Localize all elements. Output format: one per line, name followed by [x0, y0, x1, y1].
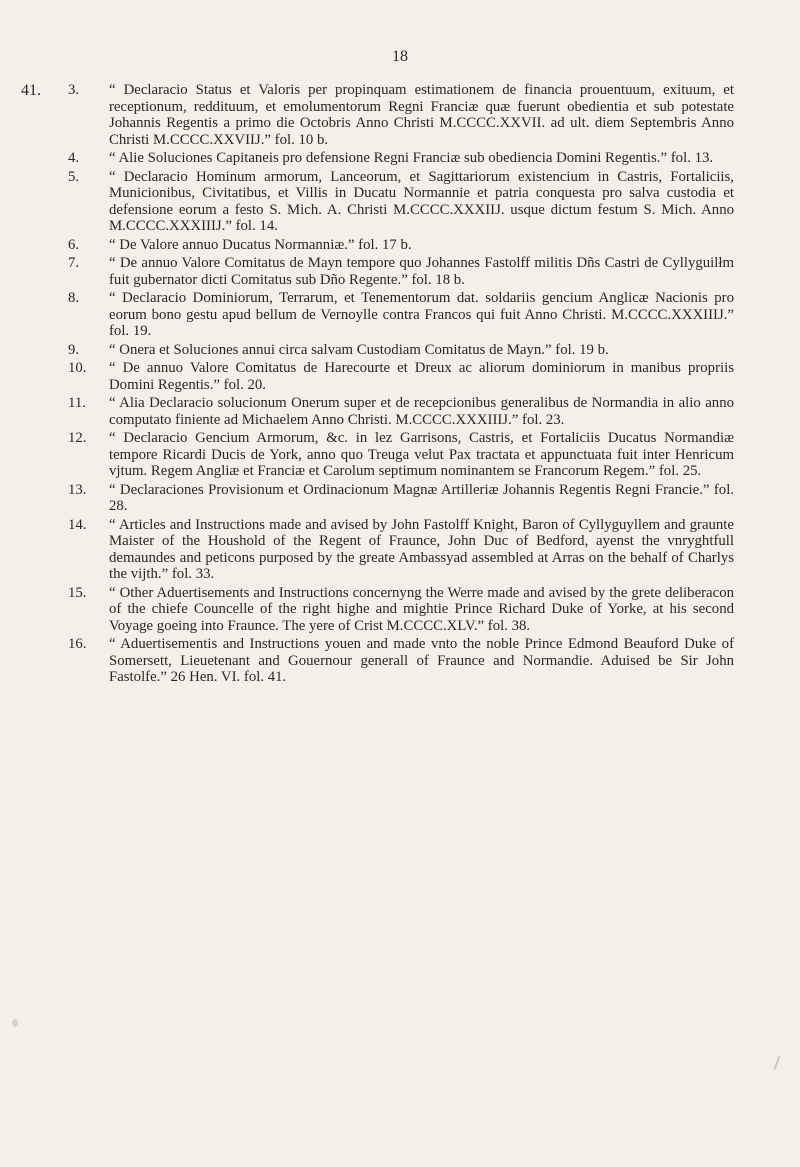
list-item: [68, 395, 734, 428]
list-item: [68, 255, 734, 288]
list-item: [68, 150, 734, 167]
entry-text: “ Aduertisementis and Instructions youen and made vnto the noble Prince Edmond Beauford Duke of Somersett, Lieuetenant and Gouernour generall of Fraunce and Normandie. Aduised be Sir John Fastolfe.” 26 Hen. VI. fol. 41.: [109, 636, 734, 685]
list-item: [68, 517, 734, 583]
entry-number: 16.: [68, 636, 87, 652]
list-item: [68, 636, 734, 686]
entry-text: “ Alia Declaracio solucionum Onerum super et de recepcionibus generalibus de Normandia in alio anno computato finiente ad Michaelem Anno Christi. M.CCCC.XXXIIIJ.” fol. 23.: [109, 395, 734, 428]
list-item: [68, 290, 734, 340]
list-item: [68, 237, 734, 254]
entry-text: “ Declaracio Hominum armorum, Lanceorum, et Sagittariorum existencium in Castris, Fortaliciis, Municionibus, Civitatibus, et Villis in Ducatu Normannie et patria conquesta pro salva custodia et defensione eorum a festo S. Mich. A. Christi M.CCCC.XXXIIJ. usque dictum festum S. Mich. Anno M.CCCC.XXXIIIJ.” fol. 14.: [109, 168, 734, 234]
entry-text: “ Articles and Instructions made and avised by John Fastolff Knight, Baron of Cyllyguyllem and graunte Maister of the Houshold of the Regent of Fraunce, John Duc of Bedford, ayenst the vnryghtfull demaundes and peticons purposed by the greate Ambassyad assembled at Arras on the behalf of Charlys the vijth.” fol. 33.: [109, 516, 734, 582]
entry-number: 4.: [68, 150, 80, 166]
list-item: [68, 482, 734, 515]
list-item: [68, 360, 734, 393]
entry-text: “ Other Aduertisements and Instructions concernyng the Werre made and avised by the grete deliberacon of the chiefe Councelle of the right highe and mightie Prince Richard Duke of Yorke, at his second Voyage goeing into Fraunce. The yere of Crist M.CCCC.XLV.” fol. 38.: [109, 584, 734, 634]
entry-number: 5.: [68, 168, 80, 185]
entry-number: 6.: [68, 236, 80, 253]
entry-number: 13.: [68, 481, 87, 498]
entry-text: “ Alie Soluciones Capitaneis pro defensione Regni Franciæ sub obediencia Domini Regentis.” fol. 13.: [109, 150, 714, 166]
entry-text: “ De annuo Valore Comitatus de Mayn tempore quo Johannes Fastolff militis Dñs Castri de Cyllyguilłm fuit gubernator dicti Comitatus sub Dño Regente.” fol. 18 b.: [109, 255, 734, 288]
entry-number: 9.: [68, 341, 80, 358]
entry-text: “ Onera et Soluciones annui circa salvam Custodiam Comitatus de Mayn.” fol. 19 b.: [109, 341, 609, 358]
page-number: 18: [392, 48, 408, 65]
paper-blemish: [774, 1056, 781, 1070]
entry-number: 10.: [68, 360, 87, 376]
list-item: [68, 342, 734, 359]
entry-text: “ Declaracio Status et Valoris per propinquam estimationem de financia prouentuum, exituum, et receptionum, reddituum, et emolumentorum Regni Franciæ quæ fuerunt obedientia et sub potestate Johannis Regentis a primo die Octobris Anno Christi M.CCCC.XXVII. ad ult. diem Septembris Anno Christi M.CCCC.XXVIIJ.” fol. 10 b.: [109, 82, 734, 148]
entry-text: “ Declaracio Gencium Armorum, &c. in lez Garrisons, Castris, et Fortaliciis Ducatus Normandiæ tempore Ricardi Ducis de York, anno quo Treuga velut Pax tractata et appunctuata fuit inter Henricum vjtum. Regem Angliæ et Franciæ et Carolum septimum nominantem se Francorum Regem.” fol. 25.: [109, 430, 734, 479]
list-item: [68, 430, 734, 480]
entry-text: “ Declaracio Dominiorum, Terrarum, et Tenementorum dat. soldariis gencium Anglicæ Nacionis pro eorum bono gestu apud bellum de Vernoylle contra Francos qui fuit Anno Christi. M.CCCC.XXXIIIJ.” fol. 19.: [109, 290, 734, 339]
entry-text: “ Declaraciones Provisionum et Ordinacionum Magnæ Artilleriæ Johannis Regentis Regni Francie.” fol. 28.: [109, 481, 734, 514]
entry-number: 8.: [68, 290, 80, 306]
entry-text: “ De Valore annuo Ducatus Normanniæ.” fol. 17 b.: [109, 236, 412, 253]
entry-number: 14.: [68, 516, 87, 533]
list-item: [68, 169, 734, 235]
entry-number: 11.: [68, 395, 86, 411]
paper-blemish: [12, 1019, 18, 1027]
list-item: [68, 585, 734, 635]
entry-number: 3.: [68, 82, 80, 98]
list-item: [68, 82, 734, 148]
entry-number: 12.: [68, 430, 87, 446]
entry-number: 7.: [68, 255, 80, 271]
entry-text: “ De annuo Valore Comitatus de Harecourte et Dreux ac aliorum dominiorum in manibus propriis Domini Regentis.” fol. 20.: [109, 360, 734, 393]
side-number: 41.: [21, 82, 41, 99]
entry-list: [68, 82, 734, 688]
entry-number: 15.: [68, 584, 87, 601]
